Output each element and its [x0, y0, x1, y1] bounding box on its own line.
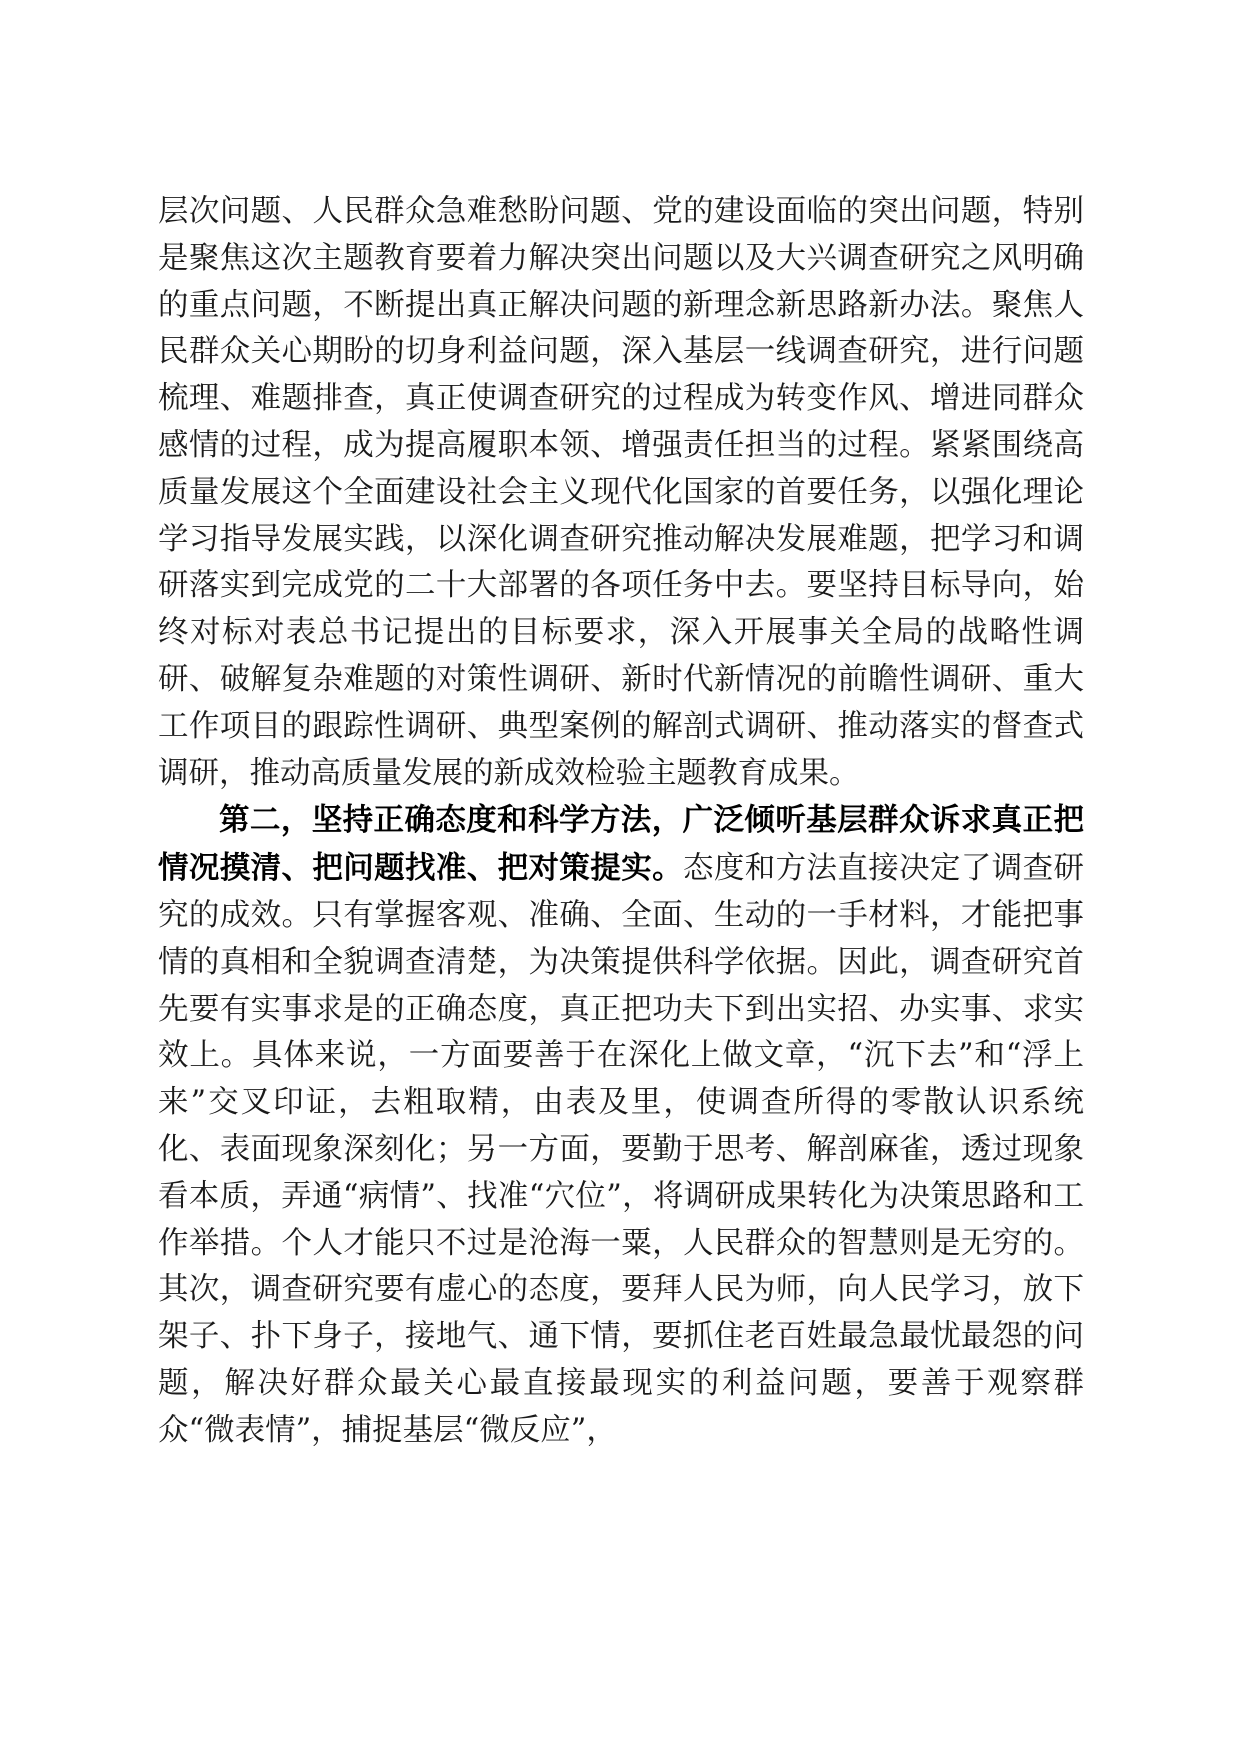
- paragraph-continued: [158, 189, 1084, 797]
- paragraph-lead-heading: 第二，坚持正确态度和科学方法，广泛倾听基层群众诉求真正把情况摸清、把问题找准、把对策提实。: [158, 802, 1084, 887]
- paragraph-text: 态度和方法直接决定了调查研究的成效。只有掌握客观、准确、全面、生动的一手材料，才能把事情的真相和全貌调查清楚，为决策提供科学依据。因此，调查研究首先要有实事求是的正确态度，真正把功夫下到出实招、办实事、求实效上。具体来说，一方面要善于在深化上做文章，“沉下去”和“浮上来”交叉印证，去粗取精，由表及里，使调查所得的零散认识系统化、表面现象深刻化；另一方面，要勤于思考、解剖麻雀，透过现象看本质，弄通“病情”、找准“穴位”，将调研成果转化为决策思路和工作举措。个人才能只不过是沧海一粟，人民群众的智慧则是无穷的。其次，调查研究要有虚心的态度，要拜人民为师，向人民学习，放下架子、扑下身子，接地气、通下情，要抓住老百姓最急最忧最怨的问题，解决好群众最关心最直接最现实的利益问题，要善于观察群众“微表情”，捕捉基层“微反应”，: [158, 851, 1085, 1448]
- paragraph-text: 层次问题、人民群众急难愁盼问题、党的建设面临的突出问题，特别是聚焦这次主题教育要着力解决突出问题以及大兴调查研究之风明确的重点问题，不断提出真正解决问题的新理念新思路新办法。聚焦人民群众关心期盼的切身利益问题，深入基层一线调查研究，进行问题梳理、难题排查，真正使调查研究的过程成为转变作风、增进同群众感情的过程，成为提高履职本领、增强责任担当的过程。紧紧围绕高质量发展这个全面建设社会主义现代化国家的首要任务，以强化理论学习指导发展实践，以深化调查研究推动解决发展难题，把学习和调研落实到完成党的二十大部署的各项任务中去。要坚持目标导向，始终对标对表总书记提出的目标要求，深入开展事关全局的战略性调研、破解复杂难题的对策性调研、新时代新情况的前瞻性调研、重大工作项目的跟踪性调研、典型案例的解剖式调研、推动落实的督查式调研，推动高质量发展的新成效检验主题教育成果。: [158, 194, 1084, 791]
- document-body: [158, 189, 1084, 1455]
- paragraph-second-point: [158, 797, 1084, 1454]
